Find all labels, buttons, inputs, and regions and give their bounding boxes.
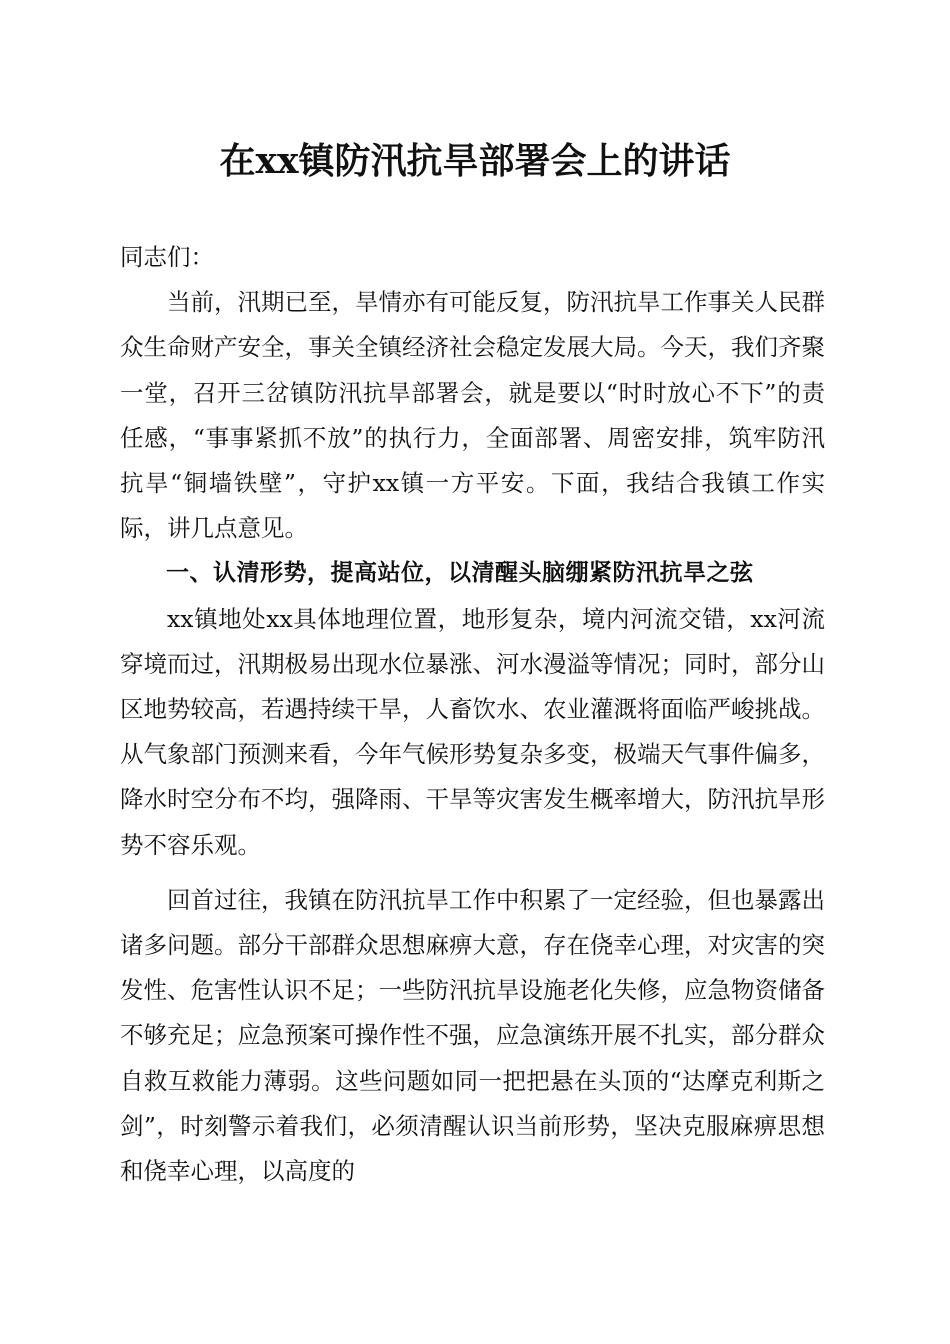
salutation: 同志们：: [120, 243, 214, 271]
section1-paragraph-1: xx镇地处xx具体地理位置，地形复杂，境内河流交错，xx河流穿境而过，汛期极易出现水位暴涨、河水漫溢等情况；同时，部分山区地势较高，若遇持续干旱，人畜饮水、农业灌溉将面临严峻挑战。从气象部门预测来看，今年气候形势复杂多变，极端天气事件偏多，降水时空分布不均，强降雨、干旱等灾害发生概率增大，防汛抗旱形势不容乐观。: [120, 604, 825, 859]
document-body: [120, 235, 825, 1194]
intro-paragraph: 当前，汛期已至，旱情亦有可能反复，防汛抗旱工作事关人民群众生命财产安全，事关全镇经济社会稳定发展大局。今天，我们齐聚一堂，召开三岔镇防汛抗旱部署会，就是要以“时时放心不下”的责任感，“事事紧抓不放”的执行力，全面部署、周密安排，筑牢防汛抗旱“铜墙铁壁”，守护xx镇一方平安。下面，我结合我镇工作实际，讲几点意见。: [120, 288, 825, 543]
section1-paragraph-2: 回首过往，我镇在防汛抗旱工作中积累了一定经验，但也暴露出诸多问题。部分干部群众思想麻痹大意，存在侥幸心理，对灾害的突发性、危害性认识不足；一些防汛抗旱设施老化失修，应急物资储备不够充足；应急预案可操作性不强，应急演练开展不扎实，部分群众自救互救能力薄弱。这些问题如同一把把悬在头顶的“达摩克利斯之剑”，时刻警示着我们，必须清醒认识当前形势，坚决克服麻痹思想和侥幸心理，以高度的: [120, 885, 825, 1186]
paragraph-spacer: [120, 868, 825, 878]
section-heading-1: 一、认清形势，提高站位，以清醒头脑绷紧防汛抗旱之弦: [166, 560, 754, 587]
document-title: 在xx镇防汛抗旱部署会上的讲话: [219, 140, 731, 182]
